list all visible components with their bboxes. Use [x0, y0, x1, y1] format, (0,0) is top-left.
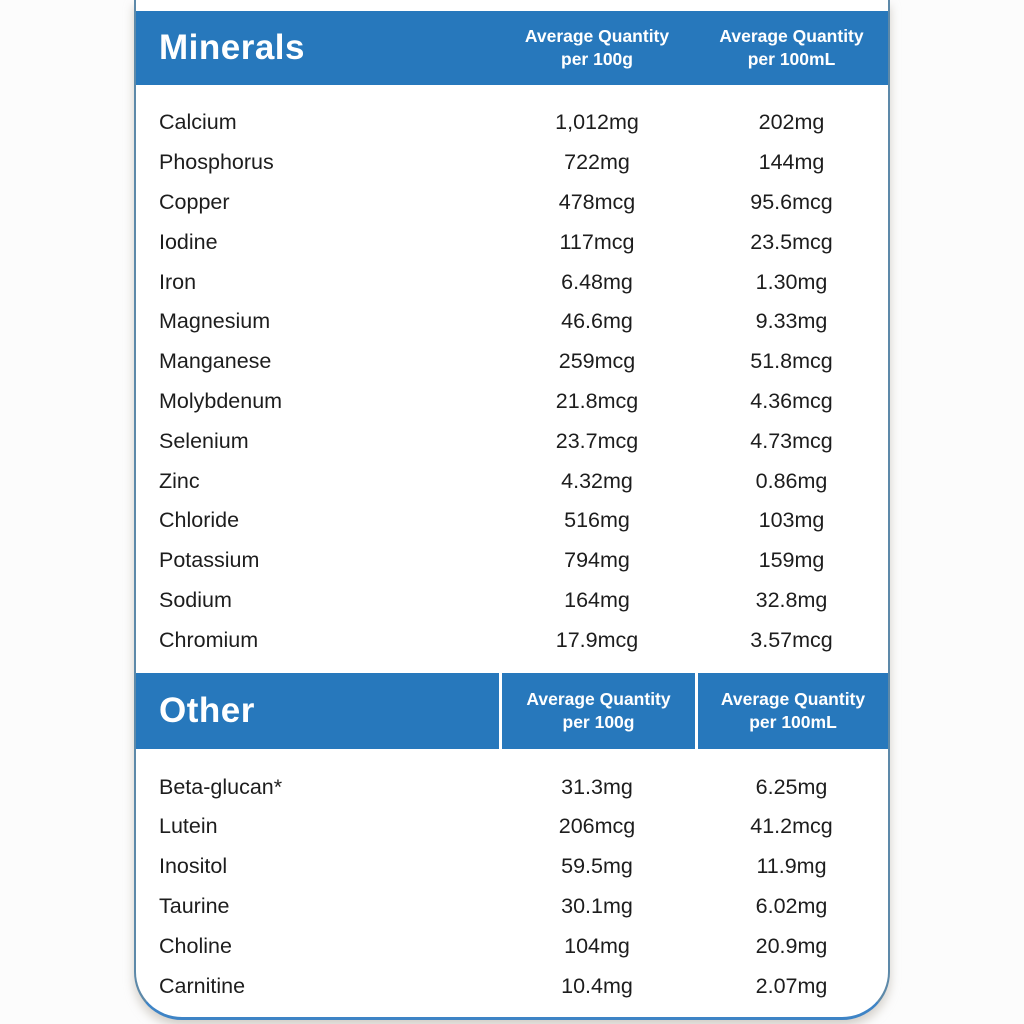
table-row — [136, 966, 888, 1006]
column-header-line1: Average Quantity — [524, 26, 670, 46]
value-per-100g: 30.1mg — [561, 893, 633, 918]
value-per-100g: 17.9mcg — [555, 627, 639, 652]
value-per-100g: 59.5mg — [561, 854, 633, 879]
table-row — [136, 222, 888, 262]
value-per-100ml: 11.9mg — [756, 854, 827, 879]
section-title: Other — [159, 691, 255, 731]
value-per-100ml: 9.33mg — [755, 309, 828, 334]
nutrient-name: Zinc — [159, 468, 200, 493]
value-per-100ml: 144mg — [758, 150, 825, 175]
value-per-100ml: 20.9mg — [755, 933, 828, 958]
column-header-line1: Average Quantity — [719, 26, 864, 46]
value-per-100g: 478mcg — [558, 189, 636, 214]
nutrient-name: Calcium — [159, 110, 237, 135]
table-row — [136, 103, 888, 143]
nutrient-name: Selenium — [159, 428, 249, 453]
nutrient-name: Iodine — [159, 229, 218, 254]
nutrient-name: Choline — [159, 933, 232, 958]
other-section-header — [136, 673, 888, 749]
nutrient-name: Beta-glucan* — [159, 774, 283, 799]
table-row — [136, 501, 888, 541]
minerals-rows — [136, 85, 888, 673]
nutrient-name: Phosphorus — [159, 150, 274, 175]
table-row — [136, 620, 888, 660]
table-row — [136, 887, 888, 927]
nutrient-name: Manganese — [159, 349, 272, 374]
value-per-100ml: 23.5mcg — [750, 229, 833, 254]
value-per-100ml: 2.07mg — [755, 973, 828, 998]
column-header-line2: per 100mL — [749, 712, 837, 733]
column-header-per-100ml — [695, 11, 888, 85]
table-row — [136, 302, 888, 342]
nutrient-name: Molybdenum — [159, 388, 283, 413]
nutrient-name: Copper — [159, 189, 230, 214]
table-row — [136, 847, 888, 887]
value-per-100ml: 3.57mcg — [750, 627, 833, 652]
table-row — [136, 926, 888, 966]
column-header-line2: per 100mL — [747, 49, 836, 69]
table-row — [136, 382, 888, 422]
table-row — [136, 183, 888, 223]
value-per-100ml: 202mg — [758, 110, 825, 135]
value-per-100ml: 159mg — [758, 548, 825, 573]
table-row — [136, 143, 888, 183]
value-per-100g: 117mcg — [559, 229, 635, 254]
minerals-section-header — [136, 11, 888, 85]
value-per-100ml: 6.02mg — [755, 893, 828, 918]
value-per-100ml: 0.86mg — [755, 468, 828, 493]
nutrient-name: Sodium — [159, 587, 232, 612]
value-per-100ml: 6.25mg — [755, 774, 828, 799]
column-header-line1: Average Quantity — [526, 689, 671, 710]
value-per-100g: 6.48mg — [561, 269, 633, 294]
value-per-100ml: 4.73mcg — [750, 428, 833, 453]
column-header-line2: per 100g — [562, 712, 635, 733]
table-row — [136, 421, 888, 461]
nutrient-name: Chloride — [159, 508, 240, 533]
value-per-100g: 722mg — [564, 150, 630, 175]
value-per-100ml: 51.8mcg — [750, 349, 833, 374]
value-per-100g: 259mcg — [558, 349, 636, 374]
value-per-100g: 4.32mg — [561, 468, 633, 493]
column-header-line2: per 100g — [561, 49, 633, 69]
nutrition-panel-card — [134, 0, 890, 1020]
table-row — [136, 581, 888, 621]
column-header-per-100g — [499, 11, 695, 85]
nutrient-name: Magnesium — [159, 309, 271, 334]
nutrient-name: Iron — [159, 269, 197, 294]
value-per-100g: 31.3mg — [561, 774, 633, 799]
value-per-100g: 794mg — [564, 548, 630, 573]
value-per-100g: 46.6mg — [561, 309, 633, 334]
column-header-line1: Average Quantity — [720, 689, 866, 710]
nutrient-name: Lutein — [159, 814, 218, 839]
value-per-100g: 10.4mg — [561, 973, 633, 998]
table-row — [136, 807, 888, 847]
nutrient-name: Potassium — [159, 548, 260, 573]
nutrient-name: Taurine — [159, 893, 230, 918]
nutrient-name: Chromium — [159, 627, 259, 652]
table-row — [136, 541, 888, 581]
value-per-100ml: 103mg — [758, 508, 825, 533]
value-per-100g: 164mg — [564, 587, 630, 612]
value-per-100g: 23.7mcg — [555, 428, 639, 453]
value-per-100ml: 1.30mg — [755, 269, 828, 294]
value-per-100g: 1,012mg — [555, 110, 639, 135]
column-header-per-100g — [499, 673, 695, 749]
value-per-100ml: 41.2mcg — [750, 814, 833, 839]
value-per-100g: 206mcg — [558, 814, 636, 839]
value-per-100ml: 32.8mg — [755, 587, 828, 612]
nutrient-name: Inositol — [159, 854, 228, 879]
top-spacer — [136, 0, 888, 11]
value-per-100g: 516mg — [564, 508, 630, 533]
other-rows — [136, 749, 888, 1006]
table-row — [136, 342, 888, 382]
value-per-100ml: 95.6mcg — [750, 189, 833, 214]
nutrient-name: Carnitine — [159, 973, 246, 998]
table-row — [136, 767, 888, 807]
table-row — [136, 461, 888, 501]
value-per-100g: 21.8mcg — [555, 388, 639, 413]
value-per-100ml: 4.36mcg — [750, 388, 833, 413]
table-row — [136, 262, 888, 302]
column-header-per-100ml — [695, 673, 888, 749]
section-title: Minerals — [159, 28, 305, 67]
value-per-100g: 104mg — [564, 933, 630, 958]
